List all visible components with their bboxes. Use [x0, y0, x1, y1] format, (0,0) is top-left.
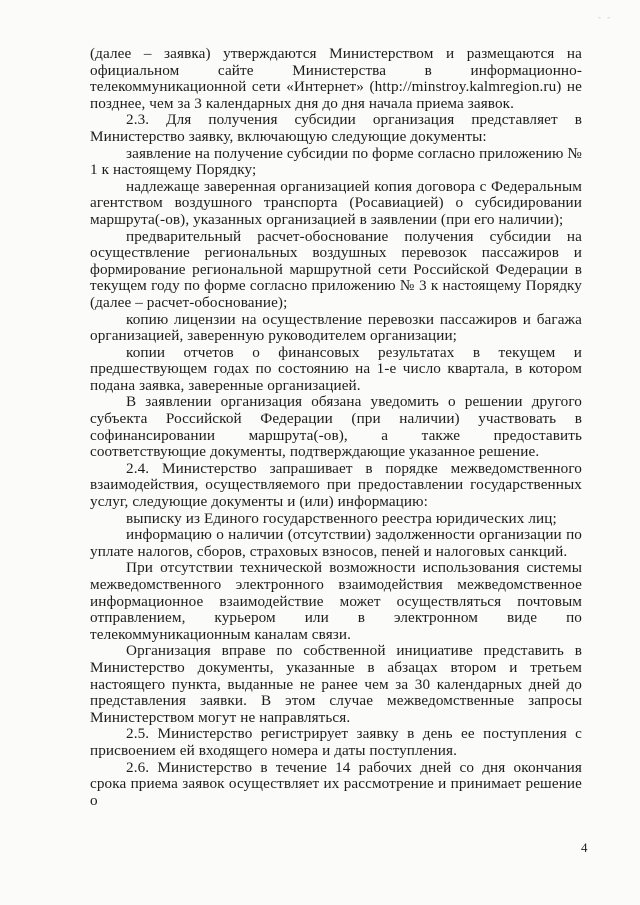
paragraph: информацию о наличии (отсутствии) задолженности организации по уплате налогов, сборов, страховых взносов, пеней и налоговых санкций.	[90, 526, 582, 560]
scan-mark: - -	[598, 12, 613, 22]
paragraph: При отсутствии технической возможности использования системы межведомственного электронного взаимодействия межведомственное информационное взаимодействие может осуществляться почтовым отправлением, курьером или в электронном виде по телекоммуникационным каналам связи.	[90, 559, 582, 643]
paragraph: копию лицензии на осуществление перевозки пассажиров и багажа организацией, заверенную руководителем организации;	[90, 310, 582, 345]
paragraph: заявление на получение субсидии по форме согласно приложению № 1 к настоящему Порядку;	[90, 144, 582, 179]
paragraph: предварительный расчет-обоснование получения субсидии на осуществление региональных воздушных перевозок пассажиров и формирование региональной маршрутной сети Российской Федерации в текущем году по форме согласно приложению № 3 к настоящему Порядку (далее – расчет-обоснование);	[90, 227, 582, 311]
paragraph: 2.3. Для получения субсидии организация представляет в Министерство заявку, включающую следующие документы:	[90, 111, 582, 145]
body-text	[90, 46, 582, 809]
paragraph: копии отчетов о финансовых результатах в текущем и предшествующем годах по состоянию на 1-е число квартала, в котором подана заявка, заверенные организацией.	[90, 343, 582, 394]
paragraph: 2.4. Министерство запрашивает в порядке межведомственного взаимодействия, осуществляемого при предоставлении государственных услуг, следующие документы и (или) информацию:	[90, 459, 582, 511]
paragraph: выписку из Единого государственного реестра юридических лиц;	[126, 509, 557, 527]
paragraph: В заявлении организация обязана уведомить о решении другого субъекта Российской Федерации (при наличии) участвовать в софинансировании маршрута(-ов), а также предоставить соответствующие документы, подтверждающие указанное решение.	[90, 393, 582, 461]
paragraph: надлежаще заверенная организацией копия договора с Федеральным агентством воздушного транспорта (Росавиацией) о субсидировании маршрута(-ов), указанных организацией в заявлении (при его наличии);	[90, 177, 582, 228]
paragraph: 2.6. Министерство в течение 14 рабочих дней со дня окончания срока приема заявок осуществляет их рассмотрение и принимает решение о	[90, 758, 582, 809]
paragraph: (далее – заявка) утверждаются Министерством и размещаются на официальном сайте Министерства в информационно-телекоммуникационной сети «Интернет» (http://minstroy.kalmregion.ru) не позднее, чем за 3 календарных дня до дня начала приема заявок.	[90, 45, 582, 112]
page-number: 4	[581, 840, 588, 855]
paragraph: 2.5. Министерство регистрирует заявку в день ее поступления с присвоением ей входящего номера и даты поступления.	[90, 725, 582, 759]
paragraph: Организация вправе по собственной инициативе представить в Министерство документы, указанные в абзацах втором и третьем настоящего пункта, выданные не ранее чем за 30 календарных дней до представления заявки. В этом случае межведомственные запросы Министерством могут не направляться.	[90, 642, 582, 726]
